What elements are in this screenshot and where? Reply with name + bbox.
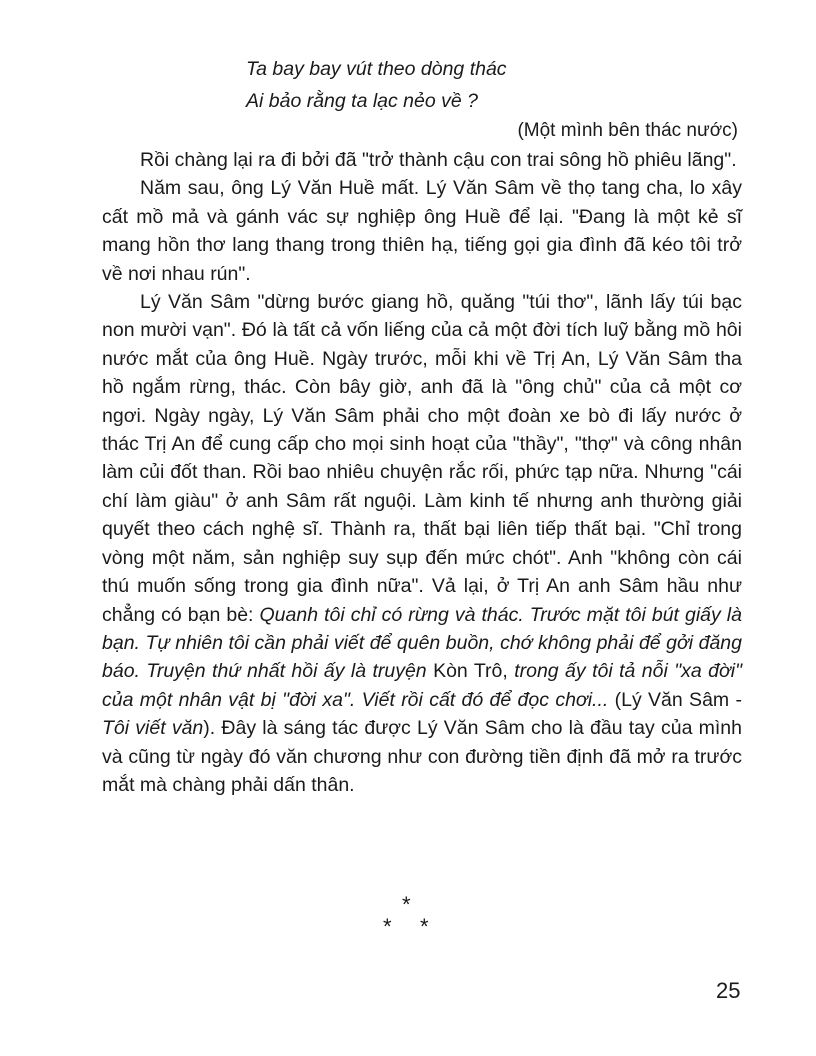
section-break-star-top: * [402, 892, 411, 917]
quote-part-2: trong ấy tôi tả nỗi "xa đời" của một nhân vật bị "đời xa". Viết rồi cất đó để đọc chơi... [102, 660, 743, 711]
verse-source: (Một mình bên thác nước) [517, 120, 738, 141]
paragraph-3-text: Lý Văn Sâm "dừng bước giang hồ, quăng "túi thơ", lãnh lấy túi bạc non mười vạn". Đó là tất cả vốn liếng của cả một đời tích luỹ bằng mồ hôi nước mắt của ông Huề. Ngày trước, mỗi khi về Trị An, Lý Văn Sâm tha hồ ngắm rừng, thác. Còn bây giờ, anh đã là "ông chủ" của cả một cơ ngơi. Ngày ngày, Lý Văn Sâm phải cho một đoàn xe bò đi lấy nước ở thác Trị An để cung cấp cho mọi sinh hoạt của "thầy", "thợ" và công nhân làm củi đốt than. Rồi bao nhiêu chuyện rắc rối, phức tạp nữa. Nhưng "cái chí làm giàu" ở anh Sâm rất nguội. Làm kinh tế nhưng anh thường giải quyết theo cách nghệ sĩ. Thành ra, thất bại liên tiếp thất bại. "Chỉ trong vòng một năm, sản nghiệp suy sụp đến mức chót". Anh "không còn cái thú muốn sống trong gia đình nữa". Vả lại, ở Trị An anh Sâm hầu như chẳng có bạn bè: [102, 291, 742, 626]
section-break-star-left: * [383, 914, 392, 939]
citation-work: Tôi viết văn [102, 717, 204, 740]
story-title: Kòn Trô, [433, 660, 515, 683]
section-break-star-right: * [420, 914, 429, 939]
paragraph-3-tail: ). Đây là sáng tác được Lý Văn Sâm cho là đầu tay của mình và cũng từ ngày đó văn chương như con đường tiền định đã mở ra trước mắt mà chàng phải dấn thân. [102, 717, 742, 796]
quote-part-1: Quanh tôi chỉ có rừng và thác. Trước mặt tôi bút giấy là bạn. Tự nhiên tôi cần phải viết để quên buồn, chớ không phải để gởi đăng báo. Truyện thứ nhất hồi ấy là truyện [102, 603, 742, 683]
verse-line-2: Ai bảo rằng ta lạc nẻo về ? [246, 90, 478, 112]
verse-line-1: Ta bay bay vút theo dòng thác [246, 58, 507, 80]
citation-open: (Lý Văn Sâm - [614, 688, 742, 711]
page-number: 25 [716, 978, 741, 1003]
paragraph-1: Rồi chàng lại ra đi bởi đã "trở thành cậu con trai sông hồ phiêu lãng". [140, 149, 737, 171]
paragraph-2: Năm sau, ông Lý Văn Huề mất. Lý Văn Sâm về thọ tang cha, lo xây cất mồ mả và gánh vác sự nghiệp ông Huề để lại. "Đang là một kẻ sĩ mang hồn thơ lang thang trong thiên hạ, tiếng gọi gia đình đã kéo tôi trở về nơi nhau rún". [102, 177, 742, 285]
paragraph-3 [102, 288, 742, 799]
body-text [102, 146, 742, 799]
